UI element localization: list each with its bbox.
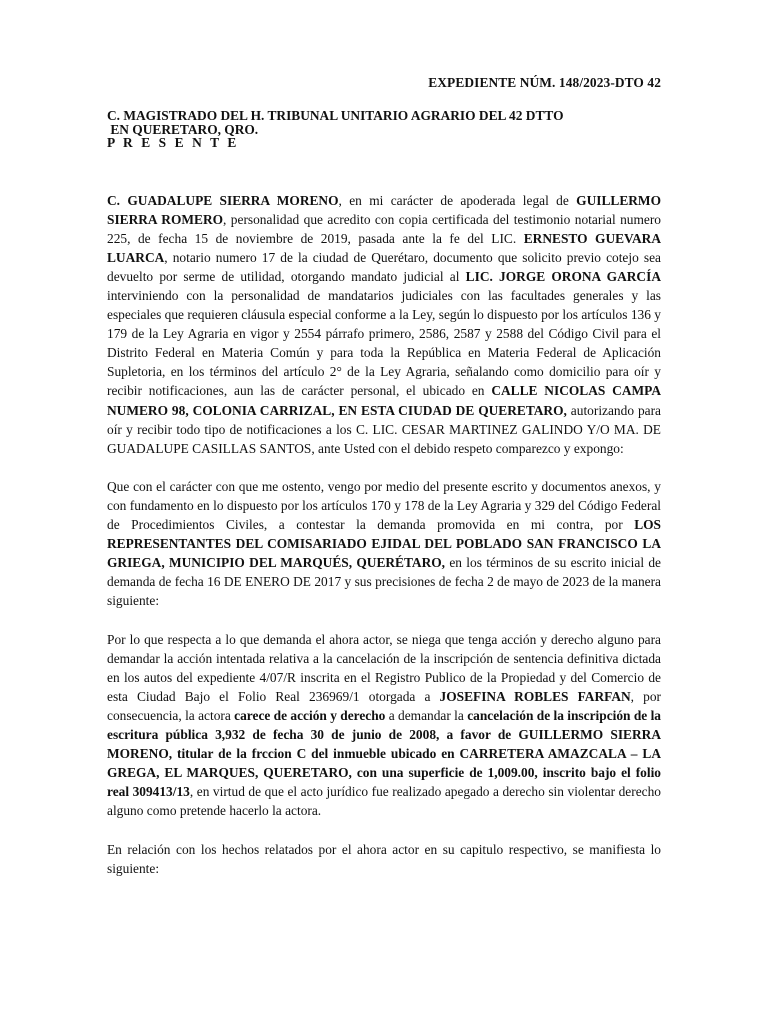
text-segment: , en mi carácter de apoderada legal de	[338, 193, 577, 208]
body-paragraph	[107, 630, 661, 820]
text-segment: En relación con los hechos relatados por el ahora actor en su capitulo respectivo, se manifiesta lo siguiente:	[107, 841, 661, 876]
text-segment: en los términos de su escrito inicial de demanda de fecha 16 DE ENERO DE 2017 y sus precisiones de fecha 2 de mayo de 2023 de la manera siguiente:	[107, 555, 661, 609]
body-paragraph	[107, 840, 661, 878]
bold-text: cancelación de la inscripción de la escritura pública 3,932 de fecha 30 de junio de 2008, a favor de GUILLERMO SIERRA MORENO, titular de la frccion C del inmueble ubicado en CARRETERA AMAZCALA – LA GREGA, EL MARQUES, QUERETARO, con una superficie de 1,009.00, inscrito bajo el folio real 309413/13	[107, 708, 662, 800]
bold-text: ERNESTO GUEVARA LUARCA	[107, 231, 661, 266]
text-segment: , en virtud de que el acto jurídico fue realizado apegado a derecho sin violentar derecho alguno como pretende hacerlo la actora.	[107, 784, 661, 819]
bold-text: GUILLERMO SIERRA ROMERO	[107, 193, 661, 228]
bold-text: carece de acción y derecho	[234, 708, 386, 724]
bold-text: JOSEFINA ROBLES FARFAN	[439, 689, 631, 705]
text-segment: interviniendo con la personalidad de mandatarios judiciales con las facultades generales y las especiales que requieren cláusula especial conforme a la Ley, según lo dispuesto por los artículos 136 y 179 de la Ley Agraria en vigor y 2554 párrafo primero, 2586, 2587 y 2588 del Código Civil para el Distrito Federal en Materia Común y para toda la República en Materia Federal de Aplicación Supletoria, en los términos del artículo 2° de la Ley Agraria, señalando como domicilio para oír y recibir notificaciones, aun las de carácter personal, el ubicado en	[107, 288, 661, 399]
bold-text: CALLE NICOLAS CAMPA NUMERO 98, COLONIA CARRIZAL, EN ESTA CIUDAD DE QUERETARO,	[107, 383, 661, 418]
text-segment: , personalidad que acredito con copia certificada del testimonio notarial numero 225, de fecha 15 de noviembre de 2019, pasada ante la fe del LIC.	[107, 212, 661, 247]
text-segment: autorizando para oír y recibir todo tipo de notificaciones a los C. LIC. CESAR MARTINEZ GALINDO Y/O MA. DE GUADALUPE CASILLAS SANTOS, ante Usted con el debido respeto comparezco y expongo:	[107, 402, 661, 456]
addressee-line: C. MAGISTRADO DEL H. TRIBUNAL UNITARIO AGRARIO DEL 42 DTTO	[107, 108, 564, 123]
body-paragraph	[107, 191, 661, 458]
bold-text: LOS REPRESENTANTES DEL COMISARIADO EJIDAL DEL POBLADO SAN FRANCISCO LA GRIEGA, MUNICIPIO DEL MARQUÉS, QUERÉTARO,	[107, 517, 661, 571]
bold-text: LIC. JORGE ORONA GARCÍA	[465, 269, 661, 285]
presente-line: P R E S E N T E	[107, 135, 239, 150]
bold-text: C. GUADALUPE SIERRA MORENO	[107, 193, 339, 208]
text-segment: Por lo que respecta a lo que demanda el ahora actor, se niega que tenga acción y derecho alguno para demandar la acción intentada relativa a la cancelación de la inscripción de sentencia definitiva dictada en los autos del expediente 4/07/R inscrita en el Registro Publico de la Propiedad y del Comercio de esta Ciudad Bajo el Folio Real 236969/1 otorgada a	[107, 631, 661, 705]
text-segment: , por consecuencia, la actora	[107, 689, 661, 724]
body-paragraph	[107, 477, 661, 610]
text-segment: a demandar la	[385, 708, 468, 724]
text-segment: , notario numero 17 de la ciudad de Querétaro, documento que solicito previo cotejo sea devuelto por serme de utilidad, otorgando mandato judicial al	[107, 250, 661, 285]
addressee-block	[107, 109, 563, 150]
addressee-line: EN QUERETARO, QRO.	[107, 121, 259, 137]
text-segment: Que con el carácter con que me ostento, vengo por medio del presente escrito y documentos anexos, y con fundamento en lo dispuesto por los artículos 170 y 178 de la Ley Agraria y 329 del Código Federal de Procedimientos Civiles, a contestar la demanda promovida en mi contra, por	[107, 479, 661, 533]
document-body	[107, 191, 661, 898]
case-number: EXPEDIENTE NÚM. 148/2023-DTO 42	[428, 75, 661, 90]
